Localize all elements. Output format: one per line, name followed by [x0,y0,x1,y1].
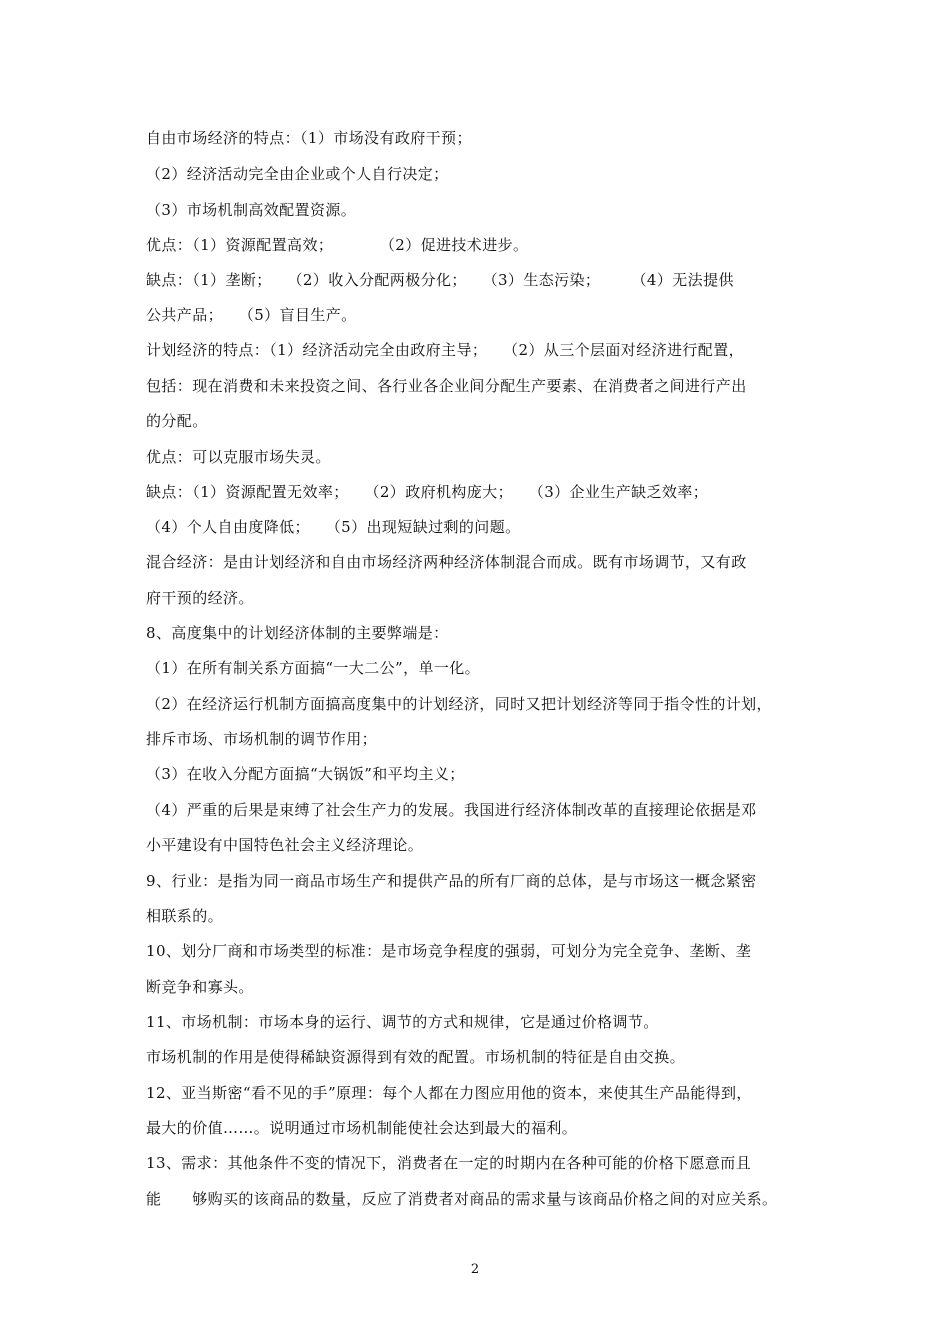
text-line: （3）市场机制高效配置资源。 [146,201,357,219]
text-line: 包括：现在消费和未来投资之间、各行业各企业间分配生产要素、在消费者之间进行产出 [146,377,747,395]
text-line: 缺点：（1）垄断； （2）收入分配两极分化； （3）生态污染； （4）无法提供 [146,271,734,289]
text-line: （1）在所有制关系方面搞“一大二公”，单一化。 [146,659,481,677]
text-line: 府干预的经济。 [146,589,254,607]
text-line: 断竞争和寡头。 [146,978,254,996]
page-number: 2 [470,1262,480,1277]
text-line: 小平建设有中国特色社会主义经济理论。 [146,836,424,854]
text-line: （4）个人自由度降低； （5）出现短缺过剩的问题。 [146,518,521,536]
text-line: 12、亚当斯密“看不见的手”原理：每个人都在力图应用他的资本，来使其生产品能得到， [146,1084,752,1102]
text-line: 能 够购买的该商品的数量，反应了消费者对商品的需求量与该商品价格之间的对应关系。 [146,1190,778,1208]
text-line: 的分配。 [146,412,208,430]
text-line: 市场机制的作用是使得稀缺资源得到有效的配置。市场机制的特征是自由交换。 [146,1048,686,1066]
text-line: 优点：（1）资源配置高效； （2）促进技术进步。 [146,236,529,254]
text-line: 公共产品； （5）盲目生产。 [146,306,357,324]
text-line: （2）在经济运行机制方面搞高度集中的计划经济，同时又把计划经济等同于指令性的计划， [146,695,772,713]
text-line: （4）严重的后果是束缚了社会生产力的发展。我国进行经济体制改革的直接理论依据是邓 [146,801,757,819]
text-line: 优点：可以克服市场失灵。 [146,448,331,466]
text-line: 混合经济：是由计划经济和自由市场经济两种经济体制混合而成。既有市场调节，又有政 [146,553,747,571]
text-line: 9、行业：是指为同一商品市场生产和提供产品的所有厂商的总体，是与市场这一概念紧密 [146,872,757,890]
text-line: （2）经济活动完全由企业或个人自行决定； [146,165,449,183]
text-line: 计划经济的特点：（1）经济活动完全由政府主导； （2）从三个层面对经济进行配置， [146,341,744,359]
text-line: 13、需求：其他条件不变的情况下，消费者在一定的时期内在各种可能的价格下愿意而且 [146,1154,752,1172]
text-line: 自由市场经济的特点：（1）市场没有政府干预； [146,129,472,147]
text-line: 8、高度集中的计划经济体制的主要弊端是： [146,624,449,642]
text-line: （3）在收入分配方面搞“大锅饭”和平均主义； [146,765,465,783]
text-line: 11、市场机制：市场本身的运行、调节的方式和规律，它是通过价格调节。 [146,1013,659,1031]
text-line: 缺点：（1）资源配置无效率； （2）政府机构庞大； （3）企业生产缺乏效率； [146,483,709,501]
text-line: 最大的价值……。说明通过市场机制能使社会达到最大的福利。 [146,1119,578,1137]
text-line: 10、划分厂商和市场类型的标准：是市场竞争程度的强弱，可划分为完全竞争、垄断、垄 [146,942,752,960]
text-line: 相联系的。 [146,907,224,925]
text-line: 排斥市场、市场机制的调节作用； [146,730,378,748]
